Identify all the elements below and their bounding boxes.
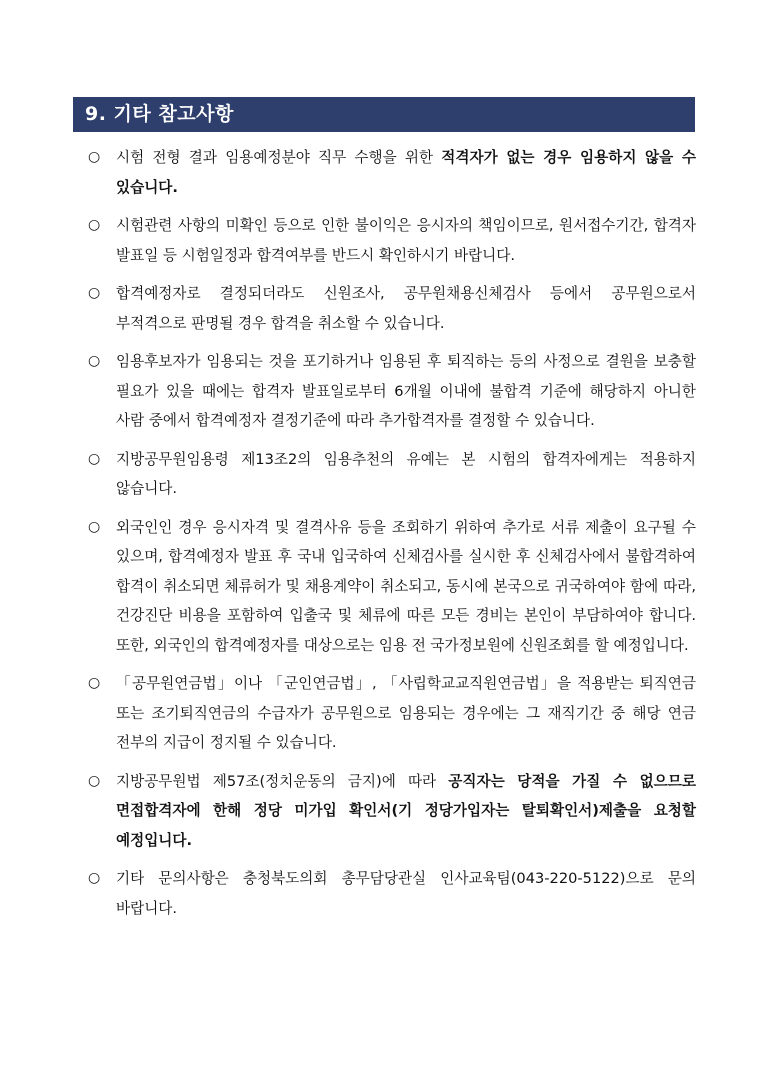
notice-item [88,767,696,856]
bullet-circle-icon: ○ [88,353,101,369]
notice-text: 합격예정자로 결정되더라도 신원조사, 공무원채용신체검사 등에서 공무원으로서 부적격으로 판명될 경우 합격을 취소할 수 있습니다. [116,285,696,332]
bullet-circle-icon: ○ [88,518,101,535]
bullet-circle-icon: ○ [88,149,101,165]
notice-text: 시험관련 사항의 미확인 등으로 인한 불이익은 응시자의 책임이므로, 원서접수기간, 합격자 발표일 등 시험일정과 합격여부를 반드시 확인하시기 바랍니다. [116,217,696,264]
bullet-circle-icon: ○ [88,772,101,789]
notice-list [88,143,696,932]
notice-item [88,513,696,661]
notice-item [88,864,696,923]
bullet-circle-icon: ○ [88,217,101,233]
notice-item [88,279,696,338]
section-title: 9. 기타 참고사항 [73,97,695,132]
notice-text: 「공무원연금법」이나 「군인연금법」, 「사립학교교직원연금법」을 적용받는 퇴직연금 또는 조기퇴직연금의 수급자가 공무원으로 임용되는 경우에는 그 재직기간 중 해당 연금 전부의 지급이 정지될 수 있습니다. [116,675,696,751]
notice-item [88,143,696,202]
notice-text: 지방공무원임용령 제13조2의 임용추천의 유예는 본 시험의 합격자에게는 적용하지 않습니다. [116,450,696,497]
notice-text: 지방공무원법 제57조(정치운동의 금지)에 따라 [116,772,449,790]
notice-item [88,211,696,270]
notice-text-emphasis: 적격자가 없는 경우 임용하지 않을 수 있습니다. [116,149,696,196]
notice-text-emphasis: 공직자는 당적을 가질 수 없으므로 면접합격자에 한해 정당 미가입 확인서(기 정당가입자는 탈퇴확인서)제출을 요청할 예정입니다. [116,772,696,849]
notice-item [88,669,696,758]
notice-text: 임용후보자가 임용되는 것을 포기하거나 임용된 후 퇴직하는 등의 사정으로 결원을 보충할 필요가 있을 때에는 합격자 발표일로부터 6개월 이내에 불합격 기준에 해당하지 아니한 사람 중에서 합격예정자 결정기준에 따라 추가합격자를 결정할 수 있습니다. [116,353,696,429]
notice-item [88,347,696,436]
bullet-circle-icon: ○ [88,285,101,301]
bullet-circle-icon: ○ [88,450,101,467]
notice-text: 시험 전형 결과 임용예정분야 직무 수행을 위한 [116,149,442,166]
bullet-circle-icon: ○ [88,870,101,886]
notice-item [88,445,696,504]
notice-text: 외국인인 경우 응시자격 및 결격사유 등을 조회하기 위하여 추가로 서류 제출이 요구될 수 있으며, 합격예정자 발표 후 국내 입국하여 신체검사를 실시한 후 신체검사에서 불합격하여 합격이 취소되면 체류허가 및 채용계약이 취소되고, 동시에 본국으로 귀국하여야 함에 따라, 건강진단 비용을 포함하여 입출국 및 체류에 따른 모든 경비는 본인이 부담하여야 합니다. 또한, 외국인의 합격예정자를 대상으로는 임용 전 국가정보원에 신원조회를 할 예정입니다. [116,518,696,654]
bullet-circle-icon: ○ [88,675,101,691]
notice-text: 기타 문의사항은 충청북도의회 총무담당관실 인사교육팀(043-220-5122)으로 문의 바랍니다. [116,870,696,917]
